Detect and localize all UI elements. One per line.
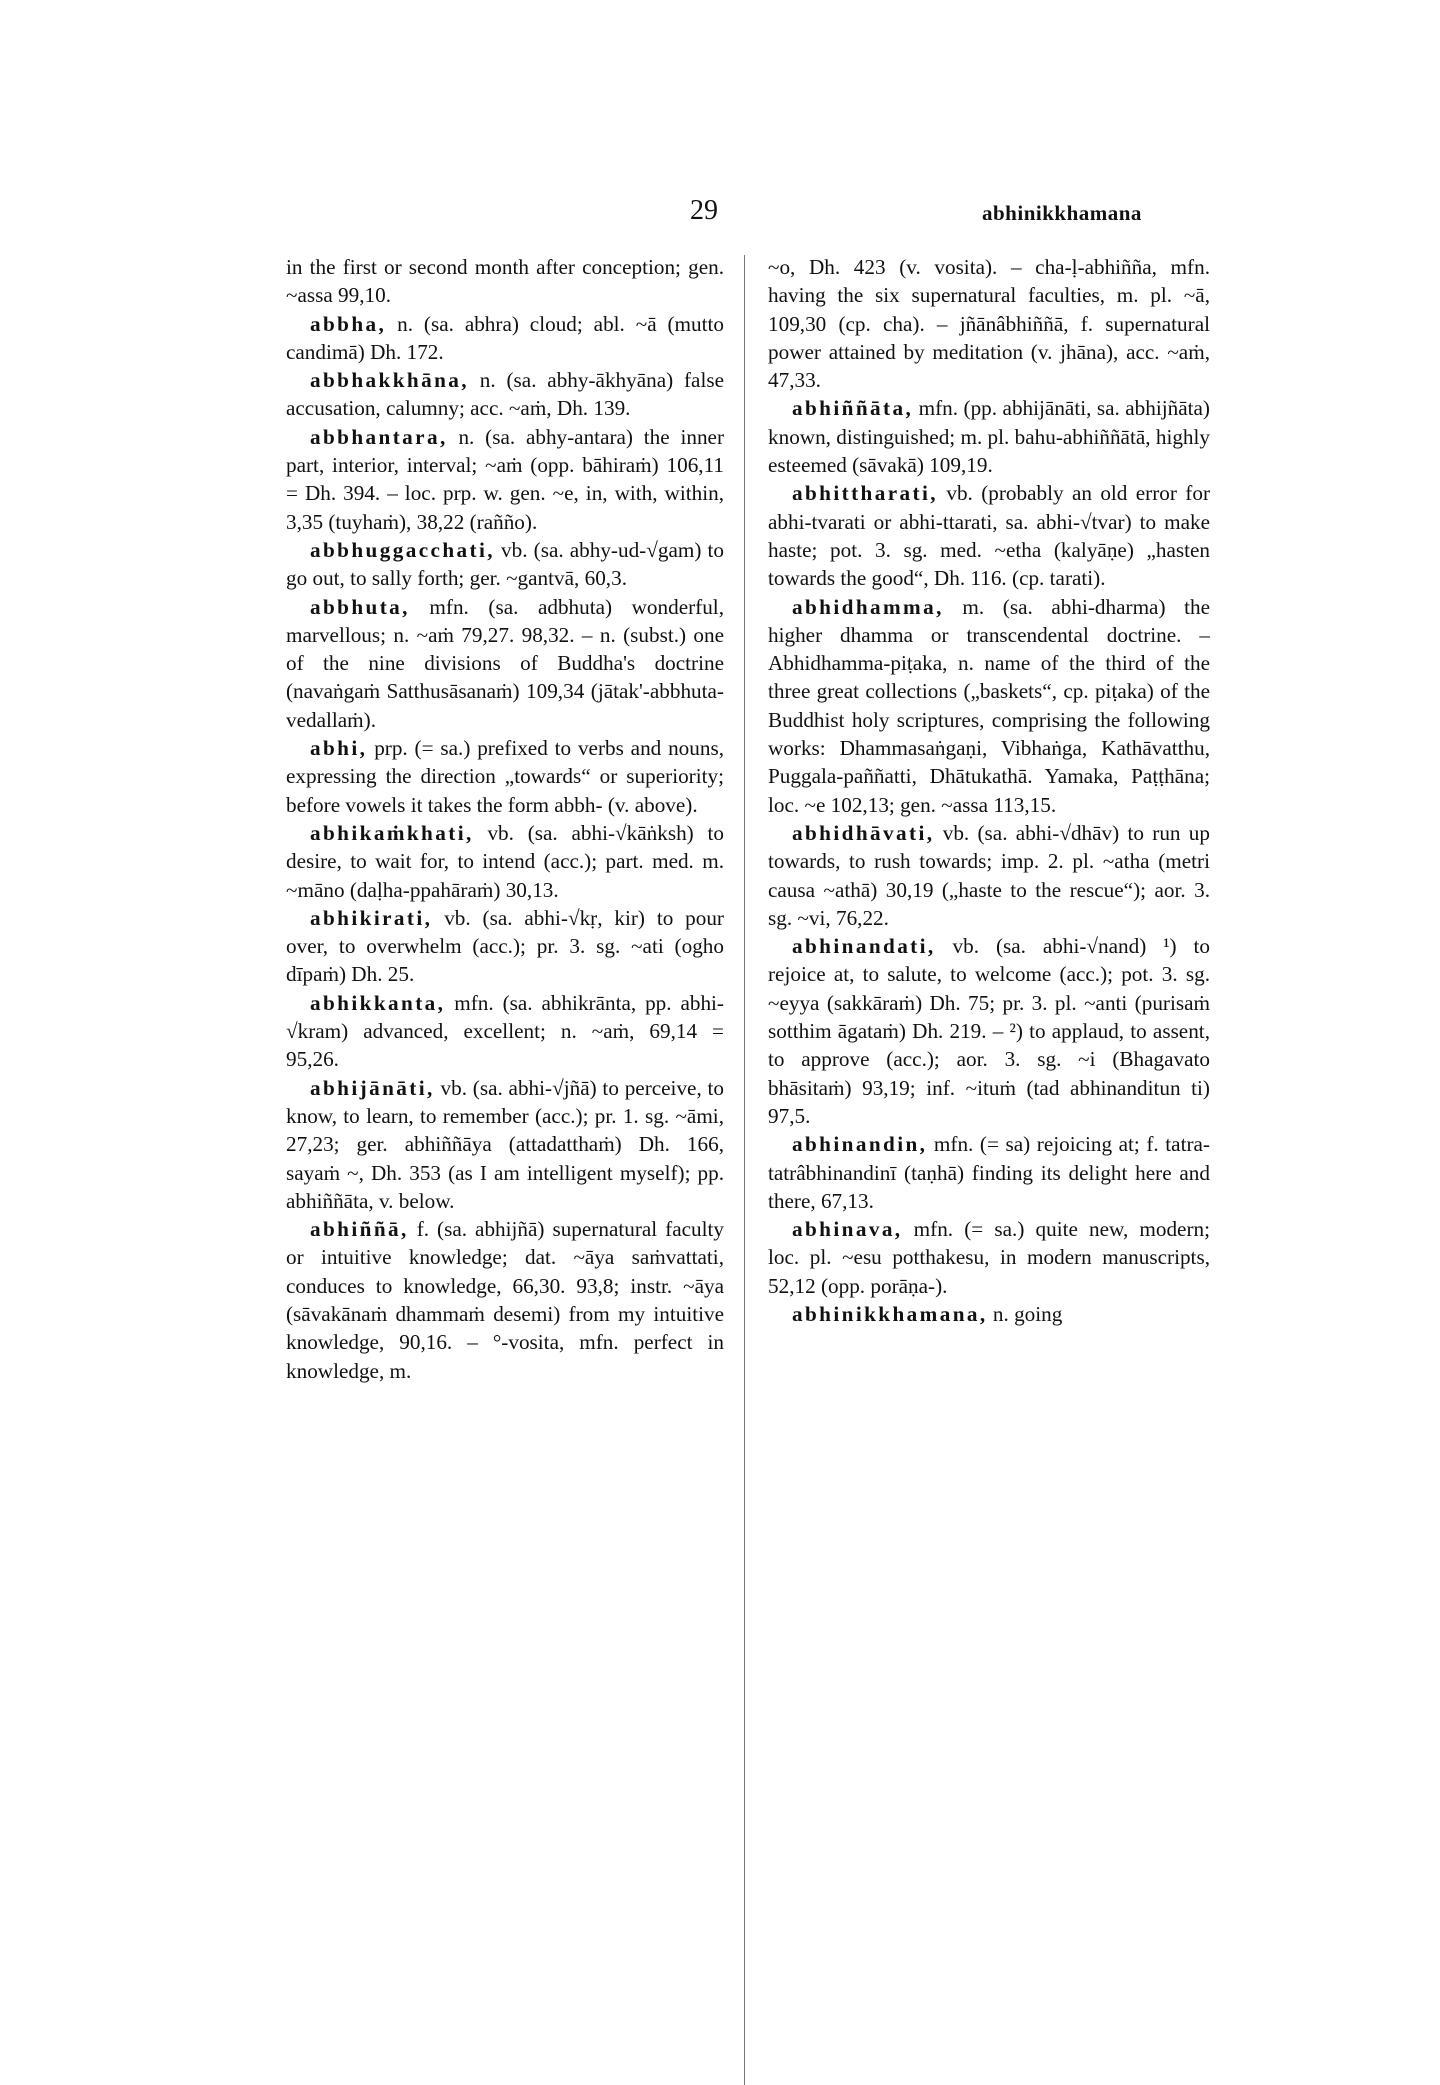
dictionary-entry <box>286 734 724 819</box>
dictionary-entry <box>768 1300 1210 1328</box>
entry-body: ~o, Dh. 423 (v. vosita). – cha-ḷ-abhiñña, mfn. having the six supernatural faculties, m. pl. ~ā, 109,30 (cp. cha). – jñānâbhiññā, f. supernatural power attained by meditation (v. jhāna), acc. ~aṁ, 47,33. <box>768 255 1210 393</box>
dictionary-entry <box>768 593 1210 819</box>
entry-body: vb. (sa. abhi-√jñā) to perceive, to know, to learn, to remember (acc.); pr. 1. sg. ~āmi, 27,23; ger. abhiññāya (attadatthaṁ) Dh. 166, sayaṁ ~, Dh. 353 (as I am intelligent myself); pp. abhiññāta, v. below. <box>286 1075 724 1213</box>
dictionary-entry <box>286 1074 724 1215</box>
headword: abhiññāta, <box>792 396 914 421</box>
entry-body: n. (sa. abhy-ākhyāna) false accusation, calumny; acc. ~aṁ, Dh. 139. <box>286 368 724 421</box>
headword: abbhakkhāna, <box>310 368 469 393</box>
entry-body: vb. (probably an old error for abhi-tvarati or abhi-ttarati, sa. abhi-√tvar) to make haste; pot. 3. sg. med. ~etha (kalyāṇe) „hasten towards the good“, Dh. 116. (cp. tarati). <box>768 481 1210 591</box>
dictionary-entry <box>286 423 724 536</box>
entry-body: f. (sa. abhijñā) supernatural faculty or intuitive knowledge; dat. ~āya saṁvattati, conduces to knowledge, 66,30. 93,8; instr. ~āya (sāvakānaṁ dhammaṁ desemi) from my intuitive knowledge, 90,16. – °-vosita, mfn. perfect in knowledge, m. <box>286 1217 724 1383</box>
dictionary-entry <box>286 593 724 734</box>
entry-body: mfn. (= sa.) quite new, modern; loc. pl. ~esu potthakesu, in modern manuscripts, 52,12 (opp. porāṇa-). <box>768 1217 1210 1298</box>
entry-body: vb. (sa. abhy-ud-√gam) to go out, to sally forth; ger. ~gantvā, 60,3. <box>286 537 724 591</box>
dictionary-entry <box>768 1215 1210 1300</box>
dictionary-entry <box>286 989 724 1074</box>
headword: abhi, <box>310 736 368 761</box>
dictionary-entry <box>768 394 1210 479</box>
dictionary-entry <box>768 479 1210 592</box>
headword: abhidhāvati, <box>792 820 935 845</box>
headword: abbhuggacchati, <box>310 537 495 562</box>
headword: abhittharati, <box>792 481 938 506</box>
entry-body: mfn. (sa. abhikrānta, pp. abhi-√kram) advanced, excellent; n. ~aṁ, 69,14 = 95,26. <box>286 990 724 1072</box>
right-column <box>768 253 1210 1328</box>
headword: abbhantara, <box>310 424 448 449</box>
dictionary-entry <box>286 904 724 989</box>
page-number: 29 <box>690 195 718 226</box>
page-header <box>0 195 1440 235</box>
dictionary-entry <box>286 1215 724 1385</box>
dictionary-entry <box>286 253 724 310</box>
headword: abhiññā, <box>310 1217 409 1242</box>
entry-body: n. (sa. abhy-antara) the inner part, interior, interval; ~aṁ (opp. bāhiraṁ) 106,11 = Dh. 394. – loc. prp. w. gen. ~e, in, with, within, 3,35 (tuyhaṁ), 38,22 (rañño). <box>286 424 724 534</box>
entry-body: in the first or second month after conception; gen. ~assa 99,10. <box>286 255 724 308</box>
left-column <box>286 253 724 1385</box>
dictionary-entry <box>286 819 724 904</box>
dictionary-entry <box>286 366 724 423</box>
headword: abhinava, <box>792 1217 903 1242</box>
entry-body: n. going <box>987 1301 1063 1326</box>
dictionary-entry <box>286 536 724 593</box>
dictionary-entry <box>768 1130 1210 1215</box>
entry-body: m. (sa. abhi-dharma) the higher dhamma or transcendental doctrine. – Abhidhamma-piṭaka, n. name of the third of the three great collections („baskets“, cp. piṭaka) of the Buddhist holy scriptures, comprising the following works: Dhammasaṅgaṇi, Vibhaṅga, Kathāvatthu, Puggala-paññatti, Dhātukathā. Yamaka, Paṭṭhāna; loc. ~e 102,13; gen. ~assa 113,15. <box>768 594 1210 817</box>
entry-body: mfn. (pp. abhijānāti, sa. abhijñāta) known, distinguished; m. pl. bahu-abhiññātā, highly esteemed (sāvakā) 109,19. <box>768 396 1210 478</box>
entry-body: vb. (sa. abhi-√nand) ¹) to rejoice at, to salute, to welcome (acc.); pot. 3. sg. ~eyya (sakkāraṁ) Dh. 75; pr. 3. pl. ~anti (purisaṁ sotthim āgataṁ) Dh. 219. – ²) to applaud, to assent, to approve (acc.); aor. 3. sg. ~i (Bhagavato bhāsitaṁ) 93,19; inf. ~ituṁ (tad abhinanditun ti) 97,5. <box>768 934 1210 1128</box>
entry-body: vb. (sa. abhi-√dhāv) to run up towards, to rush towards; imp. 2. pl. ~atha (metri causa ~athā) 30,19 („haste to the rescue“); aor. 3. sg. ~vi, 76,22. <box>768 820 1210 930</box>
headword: abhinikkhamana, <box>792 1301 988 1326</box>
entry-body: vb. (sa. abhi-√kāṅksh) to desire, to wait for, to intend (acc.); part. med. m. ~māno (daḷha-ppahāraṁ) 30,13. <box>286 820 724 902</box>
entry-body: n. (sa. abhra) cloud; abl. ~ā (mutto candimā) Dh. 172. <box>286 311 724 364</box>
headword: abbhuta, <box>310 594 410 619</box>
entry-body: mfn. (sa. adbhuta) wonderful, marvellous; n. ~aṁ 79,27. 98,32. – n. (subst.) one of the nine divisions of Buddha's doctrine (navaṅgaṁ Satthusāsanaṁ) 109,34 (jātak'-abbhuta-vedallaṁ). <box>286 594 724 732</box>
headword: abbha, <box>310 311 387 336</box>
dictionary-entry <box>768 819 1210 932</box>
dictionary-entry <box>768 253 1210 394</box>
headword: abhijānāti, <box>310 1075 435 1100</box>
column-divider <box>744 255 745 2085</box>
entry-body: prp. (= sa.) prefixed to verbs and nouns, expressing the direction „towards“ or superiority; before vowels it takes the form abbh- (v. above). <box>286 736 724 817</box>
headword: abhinandin, <box>792 1132 928 1157</box>
headword: abhinandati, <box>792 934 936 959</box>
entry-body: vb. (sa. abhi-√kṛ, kir) to pour over, to overwhelm (acc.); pr. 3. sg. ~ati (ogho dīpaṁ) Dh. 25. <box>286 905 724 987</box>
headword: abhikaṁkhati, <box>310 820 474 845</box>
headword: abhikkanta, <box>310 990 446 1015</box>
headword: abhidhamma, <box>792 594 944 619</box>
dictionary-entry <box>286 310 724 367</box>
dictionary-entry <box>768 932 1210 1130</box>
headword: abhikirati, <box>310 905 433 930</box>
entry-body: mfn. (= sa) rejoicing at; f. tatra-tatrâbhinandinī (taṇhā) finding its delight here and there, 67,13. <box>768 1132 1210 1213</box>
guide-word: abhinikkhamana <box>982 201 1142 225</box>
